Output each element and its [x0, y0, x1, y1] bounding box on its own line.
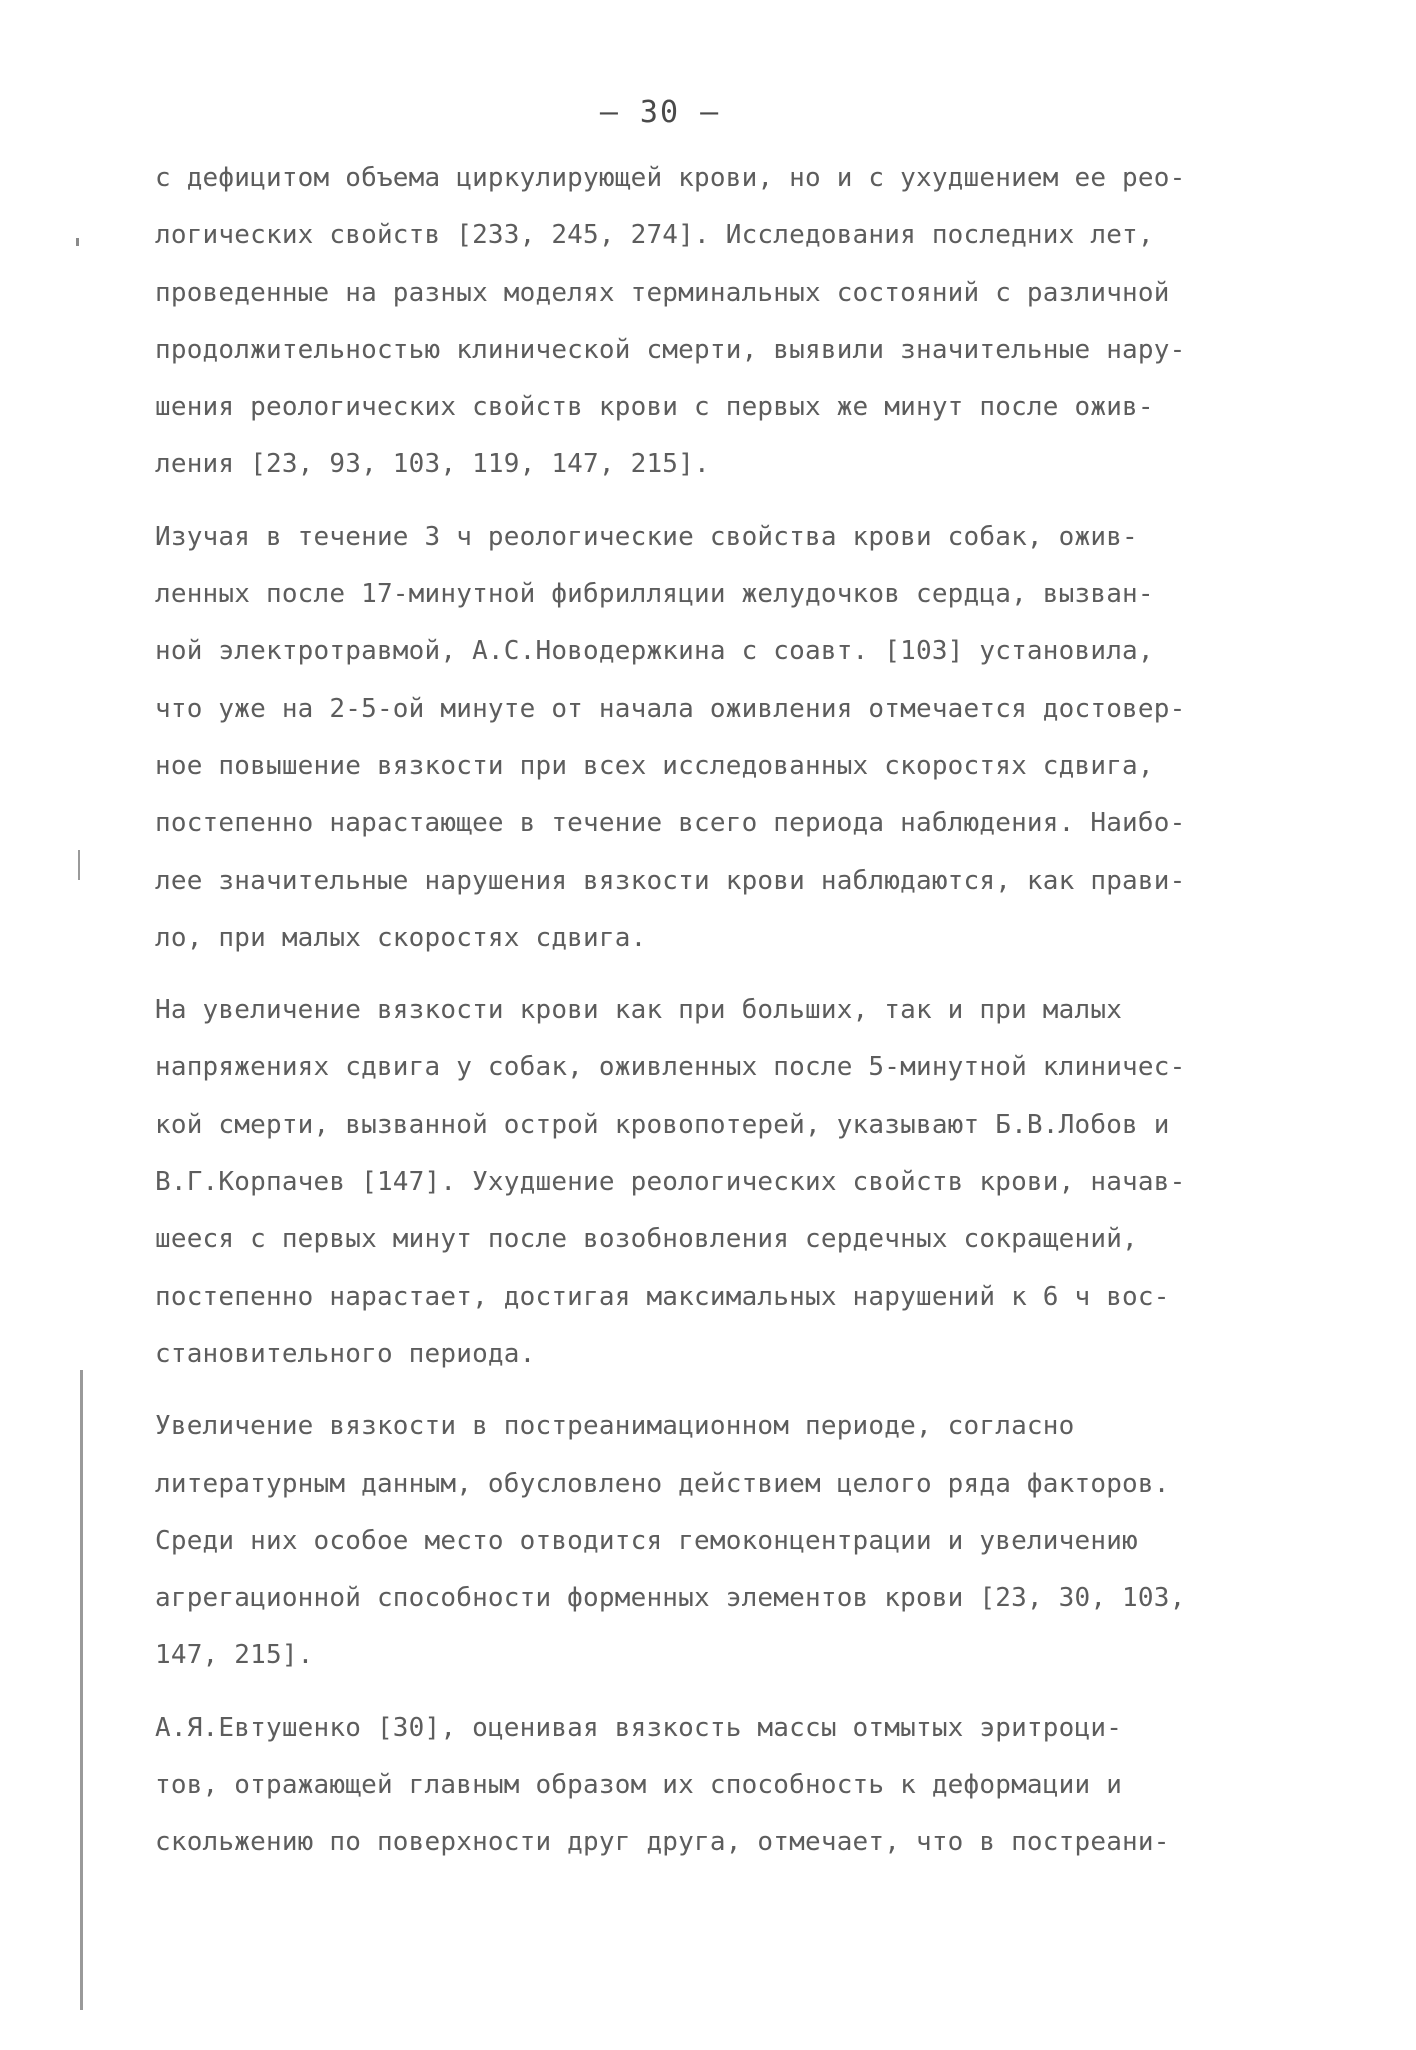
text-line: скольжению по поверхности друг друга, отмечает, что в постреани- — [155, 1827, 1170, 1858]
paragraph-gap — [155, 1383, 1320, 1398]
text-line: ной электротравмой, А.С.Новодержкина с соавт. [103] установила, — [155, 636, 1154, 667]
body-text — [155, 150, 1320, 1872]
text-line: продолжительностью клинической смерти, выявили значительные нару- — [155, 334, 1186, 365]
text-line: становительного периода. — [155, 1338, 536, 1369]
text-line: ления [23, 93, 103, 119, 147, 215]. — [155, 449, 710, 480]
binding-mark — [78, 850, 80, 880]
text-line: ло, при малых скоростях сдвига. — [155, 922, 647, 953]
text-line: литературным данным, обусловлено действием целого ряда факторов. — [155, 1468, 1170, 1499]
paragraph-gap — [155, 1685, 1320, 1700]
text-line: что уже на 2-5-ой минуте от начала оживления отмечается достовер- — [155, 693, 1186, 724]
binding-mark — [76, 238, 79, 246]
text-line: кой смерти, вызванной острой кровопотерей, указывают Б.В.Лобов и — [155, 1109, 1170, 1140]
text-line: напряжениях сдвига у собак, оживленных после 5-минутной клиничес- — [155, 1052, 1186, 1083]
text-line: лее значительные нарушения вязкости крови наблюдаются, как прави- — [155, 865, 1186, 896]
text-line: ленных после 17-минутной фибрилляции желудочков сердца, вызван- — [155, 579, 1154, 610]
text-line: 147, 215]. — [155, 1640, 314, 1671]
text-line: ное повышение вязкости при всех исследованных скоростях сдвига, — [155, 750, 1154, 781]
text-line: логических свойств [233, 245, 274]. Исследования последних лет, — [155, 220, 1154, 251]
text-line: Увеличение вязкости в постреанимационном периоде, согласно — [155, 1411, 1075, 1442]
text-line: Среди них особое место отводится гемоконцентрации и увеличению — [155, 1525, 1138, 1556]
paragraph-gap — [155, 494, 1320, 509]
text-line: агрегационной способности форменных элементов крови [23, 30, 103, — [155, 1583, 1186, 1614]
text-line: постепенно нарастает, достигая максимальных нарушений к 6 ч вос- — [155, 1281, 1170, 1312]
text-line: тов, отражающей главным образом их способность к деформации и — [155, 1770, 1123, 1801]
page-number: – 30 – — [599, 95, 721, 130]
text-line: А.Я.Евтушенко [30], оценивая вязкость массы отмытых эритроци- — [155, 1712, 1123, 1743]
text-line: В.Г.Корпачев [147]. Ухудшение реологических свойств крови, начав- — [155, 1167, 1186, 1198]
text-line: шения реологических свойств крови с первых же минут после ожив- — [155, 392, 1154, 423]
text-line: шееся с первых минут после возобновления сердечных сокращений, — [155, 1224, 1138, 1255]
text-line: постепенно нарастающее в течение всего периода наблюдения. Наибо- — [155, 808, 1186, 839]
paragraph-gap — [155, 967, 1320, 982]
text-line: Изучая в течение 3 ч реологические свойства крови собак, ожив- — [155, 521, 1138, 552]
binding-edge — [80, 1370, 83, 2010]
text-line: проведенные на разных моделях терминальных состояний с различной — [155, 277, 1170, 308]
text-line: с дефицитом объема циркулирующей крови, но и с ухудшением ее рео- — [155, 163, 1186, 193]
text-line: На увеличение вязкости крови как при больших, так и при малых — [155, 995, 1123, 1026]
